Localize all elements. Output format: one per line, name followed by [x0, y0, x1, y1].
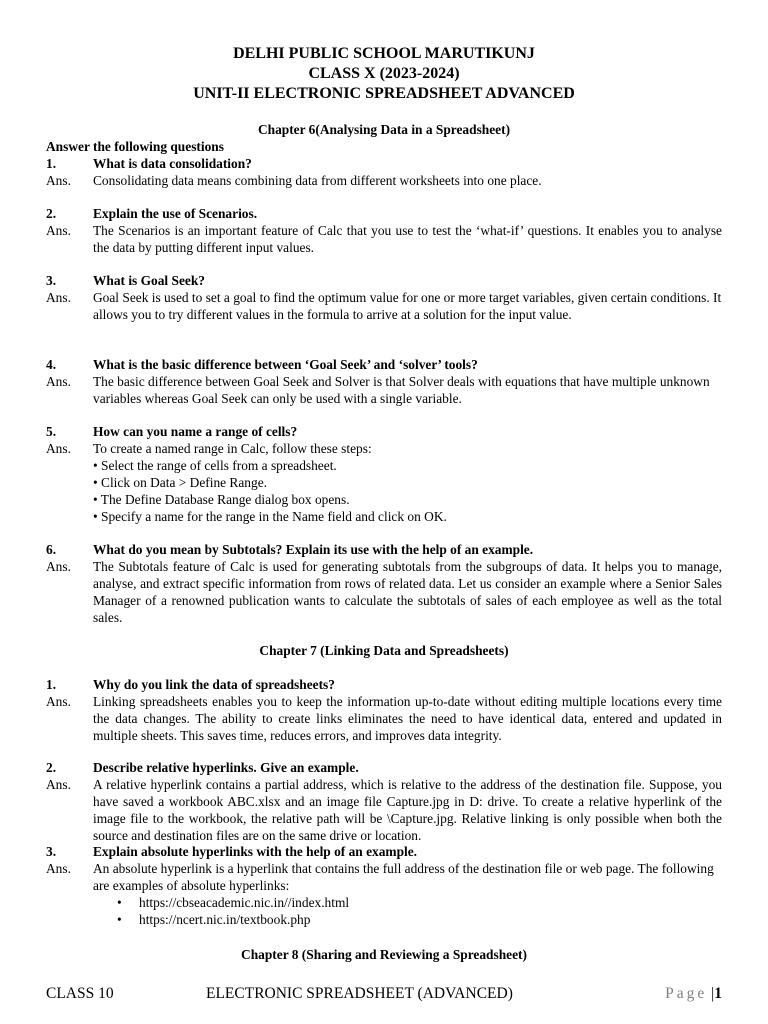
answer-row — [46, 374, 722, 408]
answer-text: The basic difference between Goal Seek and Solver is that Solver deals with equations that have multiple unknown variables whereas Goal Seek can only be used with a single variable. — [93, 374, 710, 406]
question-text: Explain absolute hyperlinks with the help of an example. — [93, 844, 418, 859]
chapter-7-title: Chapter 7 (Linking Data and Spreadsheets) — [259, 643, 509, 658]
question-row — [46, 206, 722, 223]
step-item: • Specify a name for the range in the Name field and click on OK. — [93, 508, 447, 524]
question-number: 6. — [46, 542, 57, 557]
answer-row — [46, 441, 722, 526]
question-number: 5. — [46, 424, 57, 439]
footer-page — [665, 986, 722, 1003]
step-item: • Click on Data > Define Range. — [93, 474, 267, 490]
answer-label: Ans. — [46, 441, 71, 456]
answer-row — [46, 290, 722, 324]
question-text: What is Goal Seek? — [93, 273, 205, 288]
question-text: Explain the use of Scenarios. — [93, 206, 258, 221]
footer-page-number: 1 — [714, 985, 722, 1002]
answer-row — [46, 173, 722, 190]
question-row — [46, 273, 722, 290]
answer-row — [46, 777, 722, 845]
question-text: What do you mean by Subtotals? Explain its use with the help of an example. — [93, 542, 534, 557]
page-footer — [46, 986, 722, 1006]
question-row — [46, 424, 722, 441]
answer-body: An absolute hyperlink is a hyperlink that contains the full address of the destination file or web page. The following are examples of absolute hyperlinks: — [93, 861, 714, 893]
question-text: Why do you link the data of spreadsheets? — [93, 677, 335, 692]
question-number: 2. — [46, 760, 57, 775]
step-item: • The Define Database Range dialog box opens. — [93, 491, 350, 507]
question-number: 2. — [46, 206, 57, 221]
chapter-8-title: Chapter 8 (Sharing and Reviewing a Spreadsheet) — [241, 947, 527, 962]
footer-separator: | — [711, 985, 715, 1002]
answer-label: Ans. — [46, 290, 71, 305]
question-number: 4. — [46, 357, 57, 372]
answer-text — [93, 861, 722, 929]
footer-subject: ELECTRONIC SPREADSHEET (ADVANCED) — [206, 985, 513, 1002]
answer-label: Ans. — [46, 694, 71, 709]
question-text: What is data consolidation? — [93, 156, 252, 171]
question-text: What is the basic difference between ‘Goal Seek’ and ‘solver’ tools? — [93, 357, 478, 372]
question-row — [46, 760, 722, 777]
answer-row — [46, 861, 722, 929]
answer-text: Linking spreadsheets enables you to keep the information up-to-date without editing multiple locations every time the data changes. The ability to create links eliminates the need to have identical data, entered and updated in multiple sheets. This saves time, reduces errors, and improves data integrity. — [93, 694, 722, 743]
absolute-link: • https://ncert.nic.in/textbook.php — [139, 912, 722, 929]
unit-title: UNIT-II ELECTRONIC SPREADSHEET ADVANCED — [193, 85, 575, 102]
question-number: 1. — [46, 156, 57, 171]
answer-text: Goal Seek is used to set a goal to find the optimum value for one or more target variables, given certain conditions. It allows you to try different values in the formula to arrive at a solution for the input value. — [93, 290, 722, 322]
answer-row — [46, 694, 722, 745]
link-list — [139, 895, 722, 929]
class-year: CLASS X (2023-2024) — [308, 65, 460, 82]
answer-row — [46, 223, 722, 257]
question-row — [46, 677, 722, 694]
question-number: 3. — [46, 844, 57, 859]
question-row — [46, 542, 722, 559]
answer-row — [46, 559, 722, 627]
chapter-6-title: Chapter 6(Analysing Data in a Spreadsheet) — [257, 122, 511, 137]
answer-label: Ans. — [46, 861, 71, 876]
step-item: • Select the range of cells from a spreadsheet. — [93, 457, 337, 473]
answer-text — [93, 441, 722, 526]
answer-label: Ans. — [46, 374, 71, 389]
absolute-link: • https://cbseacademic.nic.in//index.html — [139, 895, 722, 912]
answer-label: Ans. — [46, 559, 71, 574]
footer-page-word: Page — [665, 985, 708, 1002]
answer-label: Ans. — [46, 223, 71, 238]
answer-label: Ans. — [46, 173, 71, 188]
question-number: 3. — [46, 273, 57, 288]
answer-text: Consolidating data means combining data from different worksheets into one place. — [93, 173, 542, 188]
question-row — [46, 357, 722, 374]
question-row — [46, 156, 722, 173]
answer-text: The Subtotals feature of Calc is used for generating subtotals from the subgroups of data. It helps you to manage, analyse, and extract specific information from rows of related data. Let us consider an example where a Senior Sales Manager of a renowned publication wants to calculate the subtotals of sales of each employee as well as the total sales. — [93, 559, 722, 625]
question-number: 1. — [46, 677, 57, 692]
document-header — [0, 44, 768, 104]
answer-text: The Scenarios is an important feature of Calc that you use to test the ‘what-if’ questions. It enables you to analyse the data by putting different input values. — [93, 223, 722, 255]
instruction-text: Answer the following questions — [46, 139, 224, 154]
question-text: How can you name a range of cells? — [93, 424, 298, 439]
answer-intro: To create a named range in Calc, follow these steps: — [93, 441, 372, 456]
question-row — [46, 844, 722, 861]
answer-label: Ans. — [46, 777, 71, 792]
school-name: DELHI PUBLIC SCHOOL MARUTIKUNJ — [233, 45, 535, 62]
answer-text: A relative hyperlink contains a partial address, which is relative to the address of the destination file. Suppose, you have saved a workbook ABC.xlsx and an image file Capture.jpg in D: drive. To create a relative hyperlink of the image file to the workbook, the relative path will be \Capture.jpg. Relative linking is only possible when both the source and destination files are on the same drive or location. — [93, 777, 722, 843]
question-text: Describe relative hyperlinks. Give an example. — [93, 760, 359, 775]
footer-class: CLASS 10 — [46, 985, 114, 1002]
